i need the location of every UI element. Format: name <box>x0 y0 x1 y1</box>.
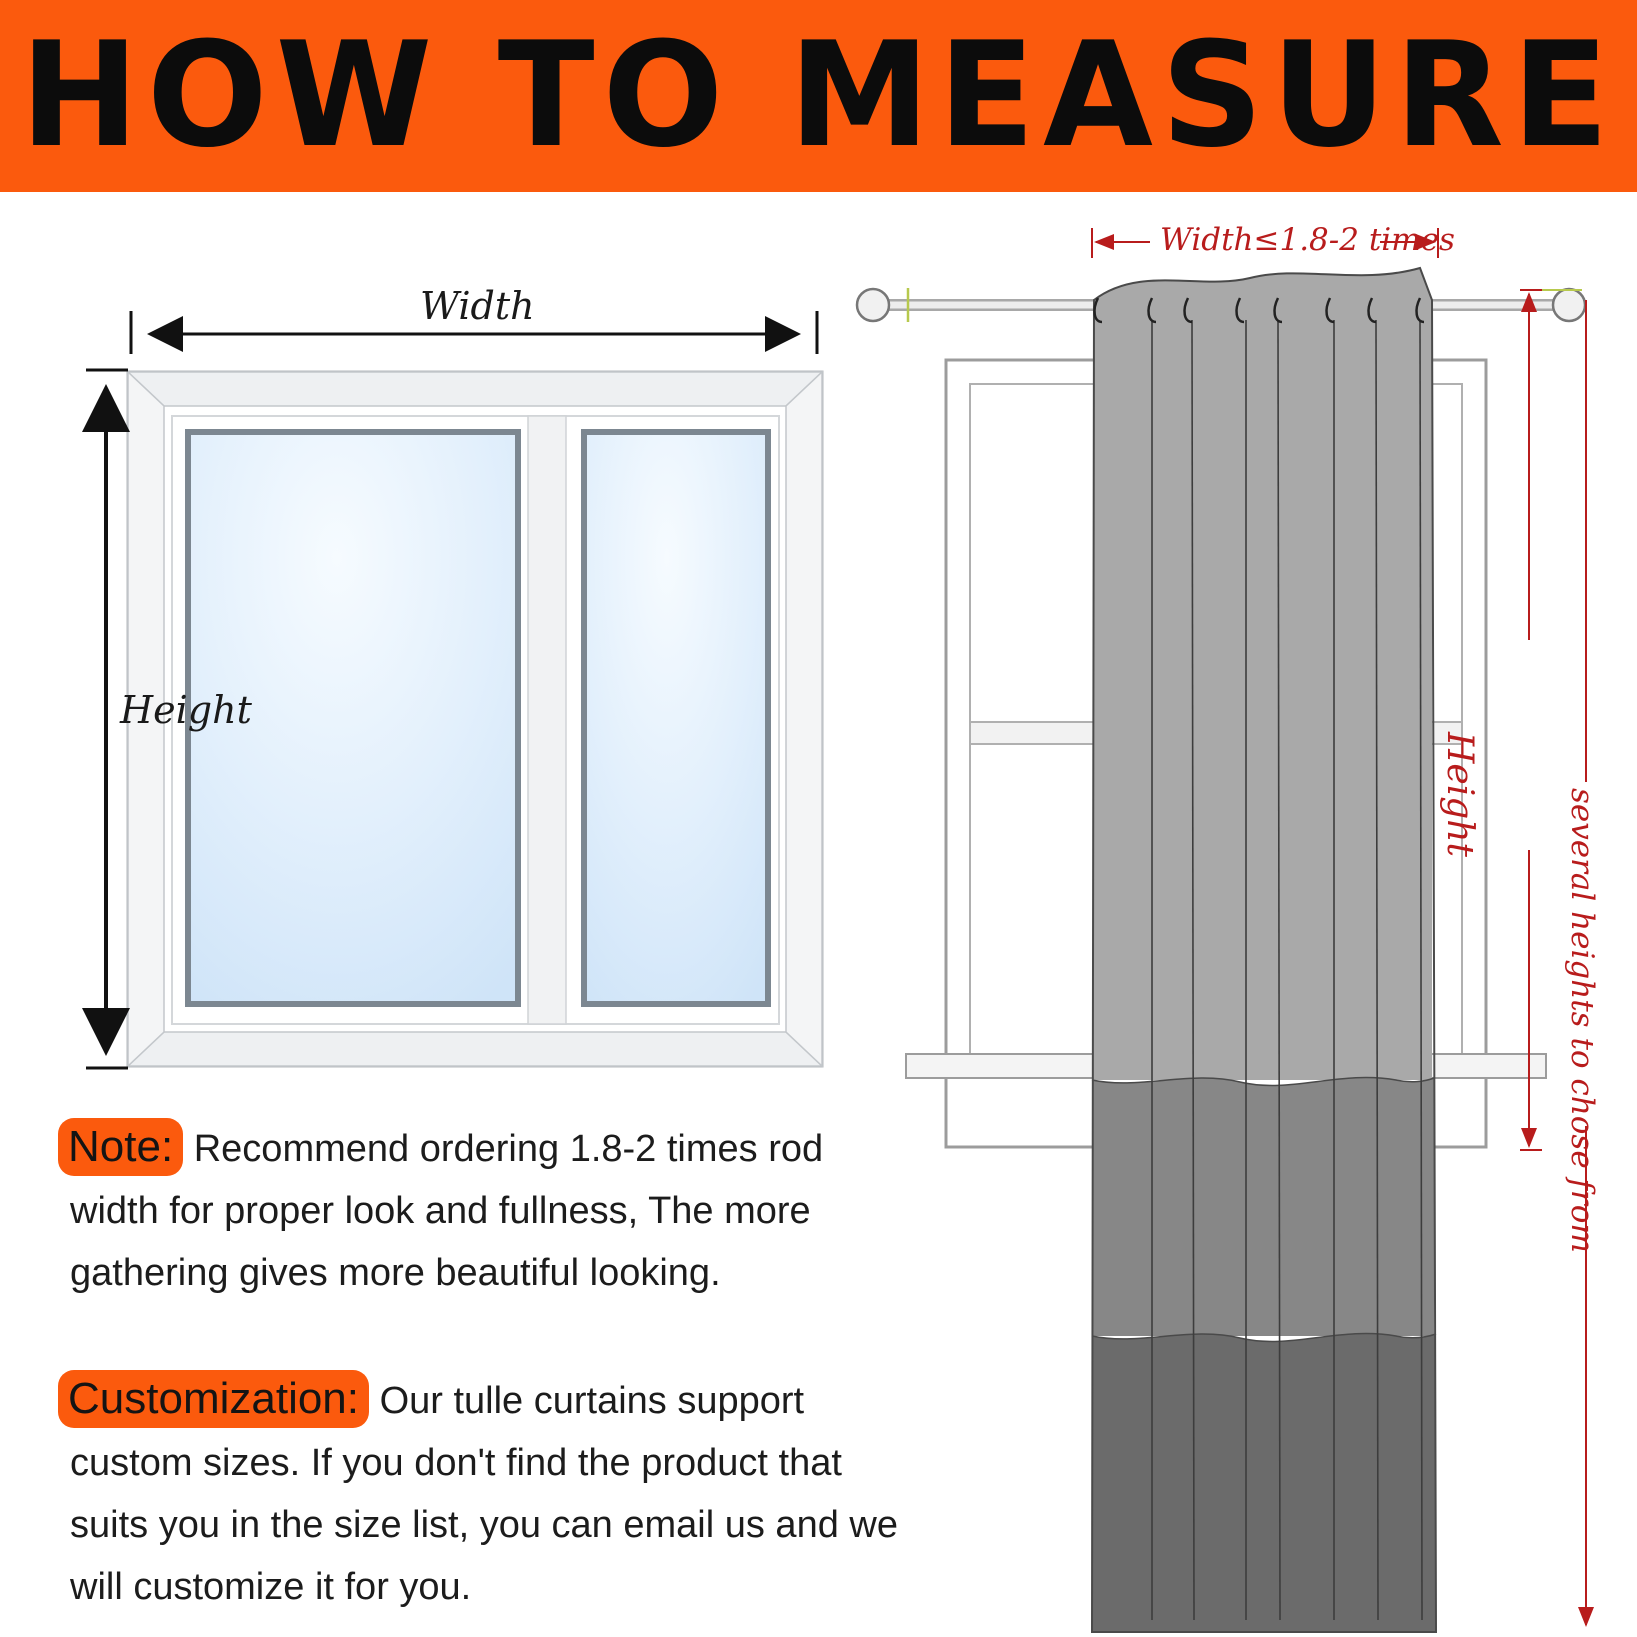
window-width-label: Width <box>420 284 535 328</box>
customization-text: Our tulle curtains support custom sizes. If you don't find the product that suits you in the size list, you can email us and we will customize it for you. <box>70 1380 898 1608</box>
customization-tag: Customization: <box>58 1370 369 1428</box>
window-pane-right <box>584 432 768 1004</box>
window-height-label: Height <box>120 688 252 732</box>
curtain-width-label: Width≤1.8-2 times <box>1160 222 1455 258</box>
several-heights-label: several heights to chose from <box>1564 788 1600 1253</box>
curtain-height-label: Height <box>1439 732 1480 857</box>
note-paragraph <box>70 1118 910 1304</box>
customization-paragraph <box>70 1370 910 1618</box>
curtain-height-arrow <box>1520 290 1542 1150</box>
note-text: Recommend ordering 1.8-2 times rod width for proper look and fullness, The more gathering gives more beautiful looking. <box>70 1128 824 1294</box>
curtain-panel <box>1092 268 1436 1632</box>
note-tag: Note: <box>58 1118 183 1176</box>
page-title: HOW TO MEASURE <box>20 11 1617 180</box>
